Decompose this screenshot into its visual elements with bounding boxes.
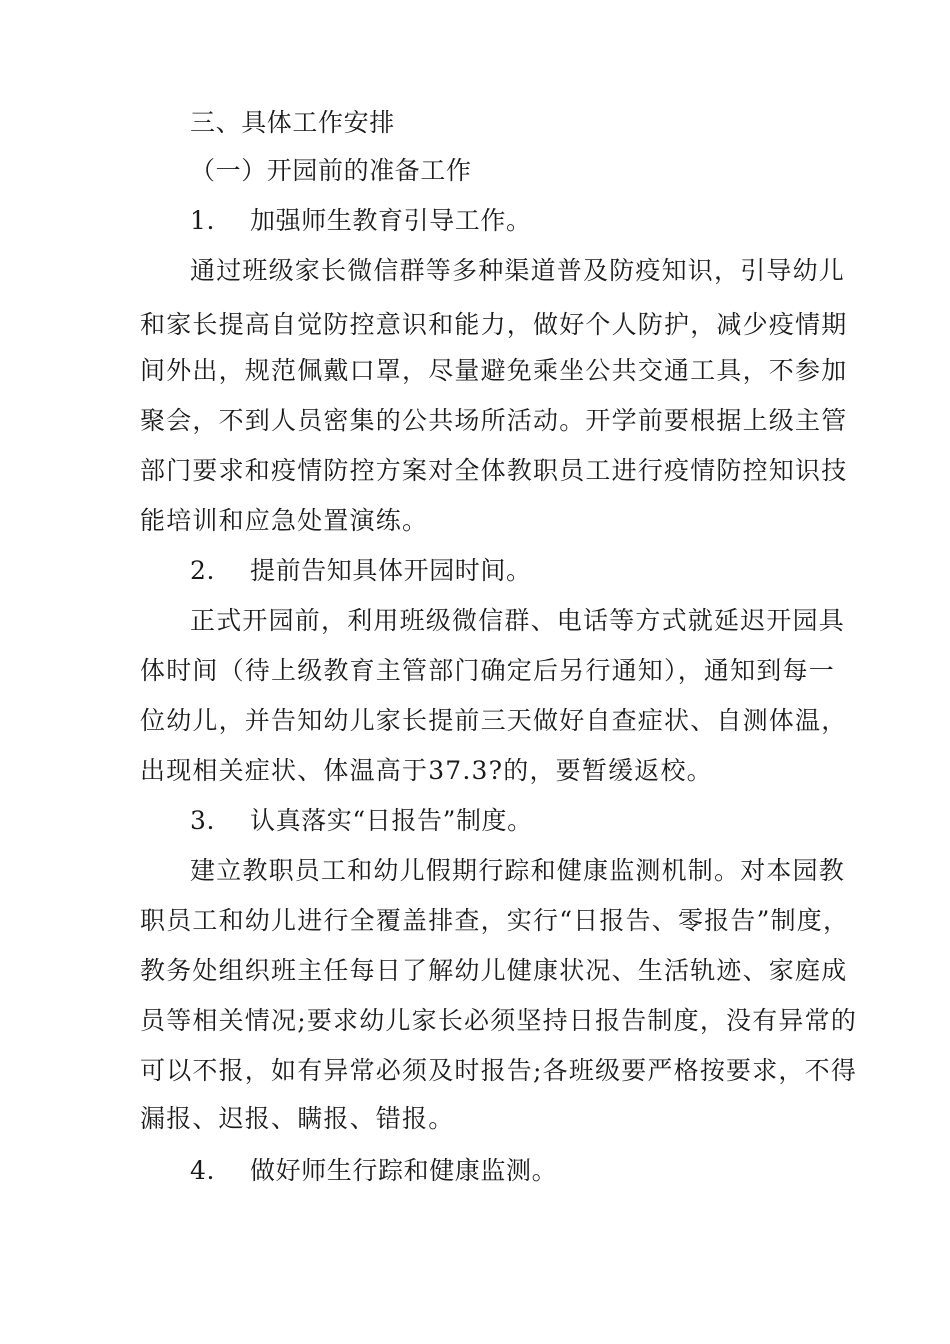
paragraph-line: 聚会，不到人员密集的公共场所活动。开学前要根据上级主管: [140, 406, 848, 435]
paragraph-line: 能培训和应急处置演练。: [140, 506, 429, 535]
item-title: 提前告知具体开园时间。: [250, 556, 532, 585]
item-title: 加强师生教育引导工作。: [250, 206, 532, 235]
paragraph-line: 和家长提高自觉防控意识和能力，做好个人防护，减少疫情期: [140, 310, 848, 339]
paragraph-line: 员等相关情况;要求幼儿家长必须坚持日报告制度，没有异常的: [140, 1006, 858, 1035]
item-number: 3.: [190, 806, 216, 835]
paragraph-line: 漏报、迟报、瞒报、错报。: [140, 1104, 455, 1133]
paragraph-line: 出现相关症状、体温高于37.3?的，要暂缓返校。: [140, 756, 713, 785]
paragraph-line: 职员工和幼儿进行全覆盖排查，实行“日报告、零报告”制度，: [140, 906, 850, 935]
item-heading: [190, 206, 532, 236]
item-number: 4.: [190, 1156, 216, 1185]
paragraph-line: 通过班级家长微信群等多种渠道普及防疫知识，引导幼儿: [190, 256, 846, 285]
item-heading: [190, 1156, 557, 1186]
item-title: 做好师生行踪和健康监测。: [250, 1156, 558, 1185]
item-number: 1.: [190, 206, 216, 235]
item-heading: [190, 806, 533, 836]
paragraph-line: 间外出，规范佩戴口罩，尽量避免乘坐公共交通工具，不参加: [140, 356, 848, 385]
item-number: 2.: [190, 556, 216, 585]
paragraph-line: 部门要求和疫情防控方案对全体教职员工进行疫情防控知识技: [140, 456, 848, 485]
item-heading: [190, 556, 532, 586]
subsection-heading: （一）开园前的准备工作: [190, 156, 472, 185]
paragraph-line: 体时间（待上级教育主管部门确定后另行通知），通知到每一: [140, 656, 835, 685]
paragraph-line: 正式开园前，利用班级微信群、电话等方式就延迟开园具: [190, 606, 846, 635]
item-title: 认真落实“日报告”制度。: [250, 806, 533, 835]
section-heading: 三、具体工作安排: [190, 108, 395, 137]
paragraph-line: 可以不报，如有异常必须及时报告;各班级要严格按要求，不得: [140, 1056, 858, 1085]
paragraph-line: 位幼儿，并告知幼儿家长提前三天做好自查症状、自测体温，: [140, 706, 848, 735]
paragraph-line: 建立教职员工和幼儿假期行踪和健康监测机制。对本园教: [190, 856, 846, 885]
paragraph-line: 教务处组织班主任每日了解幼儿健康状况、生活轨迹、家庭成: [140, 956, 848, 985]
